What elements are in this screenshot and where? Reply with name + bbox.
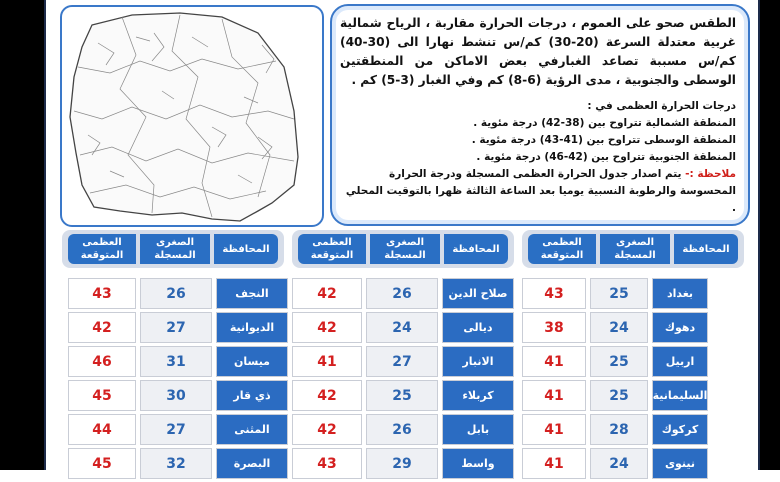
province-cell: بابل: [442, 414, 514, 445]
left-black-border: [0, 0, 44, 470]
forecast-text: الطقس صحو على العموم ، درجات الحرارة مقاربة ، الرياح شمالية غربية معتدلة السرعة (20-30) كم/س تنشط نهارا الى (30-40) كم/س مسببة تصاعد الغبارفي بعض الاماكن من المنطقتين الوسطى والجنوبية ، مدى الرؤية (6-8) كم وفي الغبار (3-5) كم .: [340, 16, 737, 87]
max-temp-cell: 42: [292, 278, 362, 309]
region-north: المنطقة الشمالية تتراوح بين (38-42) درجة مئوية .: [473, 117, 736, 129]
min-temp-cell: 27: [366, 346, 438, 377]
max-temp-cell: 42: [68, 312, 136, 343]
province-cell: صلاح الدين: [442, 278, 514, 309]
table-header-1: [522, 230, 744, 268]
min-temp-cell: 26: [366, 414, 438, 445]
min-temp-cell: 30: [140, 380, 212, 411]
header-province: المحافظة: [444, 234, 508, 264]
min-temp-cell: 26: [366, 278, 438, 309]
max-temp-cell: 45: [68, 448, 136, 479]
max-temp-cell: 43: [522, 278, 586, 309]
province-cell: كركوك: [652, 414, 708, 445]
min-temp-cell: 31: [140, 346, 212, 377]
note-text: يتم اصدار جدول الحرارة العظمى المسجلة ودرجة الحرارة المحسوسة والرطوبة النسبية يوميا بعد الساعة الثالثة ظهرا بالتوقيت المحلي .: [345, 168, 736, 214]
province-cell: ميسان: [216, 346, 288, 377]
province-cell: ذي قار: [216, 380, 288, 411]
max-temp-cell: 41: [522, 346, 586, 377]
table-row: [62, 346, 750, 380]
min-temp-cell: 29: [366, 448, 438, 479]
province-cell: البصرة: [216, 448, 288, 479]
table-header-2: [292, 230, 514, 268]
map-outline-icon: [62, 7, 322, 225]
min-temp-cell: 32: [140, 448, 212, 479]
min-temp-cell: 26: [140, 278, 212, 309]
min-temp-cell: 24: [366, 312, 438, 343]
max-temp-section: [340, 98, 736, 217]
province-cell: واسط: [442, 448, 514, 479]
table-header-3: [62, 230, 284, 268]
header-min: الصغرى المسجلة: [140, 234, 210, 264]
header-province: المحافظة: [674, 234, 738, 264]
province-cell: نينوى: [652, 448, 708, 479]
max-temp-cell: 41: [522, 380, 586, 411]
province-cell: اربيل: [652, 346, 708, 377]
max-temp-cell: 38: [522, 312, 586, 343]
province-cell: ديالى: [442, 312, 514, 343]
min-temp-cell: 27: [140, 312, 212, 343]
min-temp-cell: 25: [590, 346, 648, 377]
max-temp-cell: 42: [292, 380, 362, 411]
province-cell: الديوانية: [216, 312, 288, 343]
max-temp-title: درجات الحرارة العظمى في :: [587, 100, 736, 112]
max-temp-cell: 43: [292, 448, 362, 479]
note-label: ملاحظة :-: [685, 168, 736, 180]
header-max: العظمى المتوقعة: [68, 234, 136, 264]
min-temp-cell: 27: [140, 414, 212, 445]
province-cell: الانبار: [442, 346, 514, 377]
province-cell: دهوك: [652, 312, 708, 343]
header-min: الصغرى المسجلة: [600, 234, 670, 264]
max-temp-cell: 41: [292, 346, 362, 377]
province-cell: المثنى: [216, 414, 288, 445]
forecast-description-panel: [330, 4, 750, 226]
province-cell: بغداد: [652, 278, 708, 309]
min-temp-cell: 24: [590, 448, 648, 479]
region-south: المنطقة الجنوبية تتراوح بين (42-46) درجة مئوية .: [476, 151, 736, 163]
max-temp-cell: 43: [68, 278, 136, 309]
region-middle: المنطقة الوسطى تتراوح بين (41-43) درجة مئوية .: [471, 134, 736, 146]
max-temp-cell: 41: [522, 414, 586, 445]
header-max: العظمى المتوقعة: [298, 234, 366, 264]
table-row: [62, 278, 750, 312]
province-cell: السليمانية: [652, 380, 708, 411]
max-temp-cell: 46: [68, 346, 136, 377]
max-temp-cell: 41: [522, 448, 586, 479]
min-temp-cell: 25: [590, 278, 648, 309]
note: [340, 166, 736, 217]
min-temp-cell: 25: [590, 380, 648, 411]
max-temp-cell: 45: [68, 380, 136, 411]
header-max: العظمى المتوقعة: [528, 234, 596, 264]
min-temp-cell: 24: [590, 312, 648, 343]
min-temp-cell: 25: [366, 380, 438, 411]
min-temp-cell: 28: [590, 414, 648, 445]
table-row: [62, 448, 750, 482]
max-temp-cell: 42: [292, 312, 362, 343]
max-temp-cell: 42: [292, 414, 362, 445]
right-black-border: [758, 0, 780, 470]
table-row: [62, 312, 750, 346]
province-cell: كربلاء: [442, 380, 514, 411]
header-min: الصغرى المسجلة: [370, 234, 440, 264]
table-row: [62, 380, 750, 414]
header-province: المحافظة: [214, 234, 278, 264]
max-temp-cell: 44: [68, 414, 136, 445]
table-row: [62, 414, 750, 448]
iraq-map: [60, 5, 324, 227]
province-cell: النجف: [216, 278, 288, 309]
